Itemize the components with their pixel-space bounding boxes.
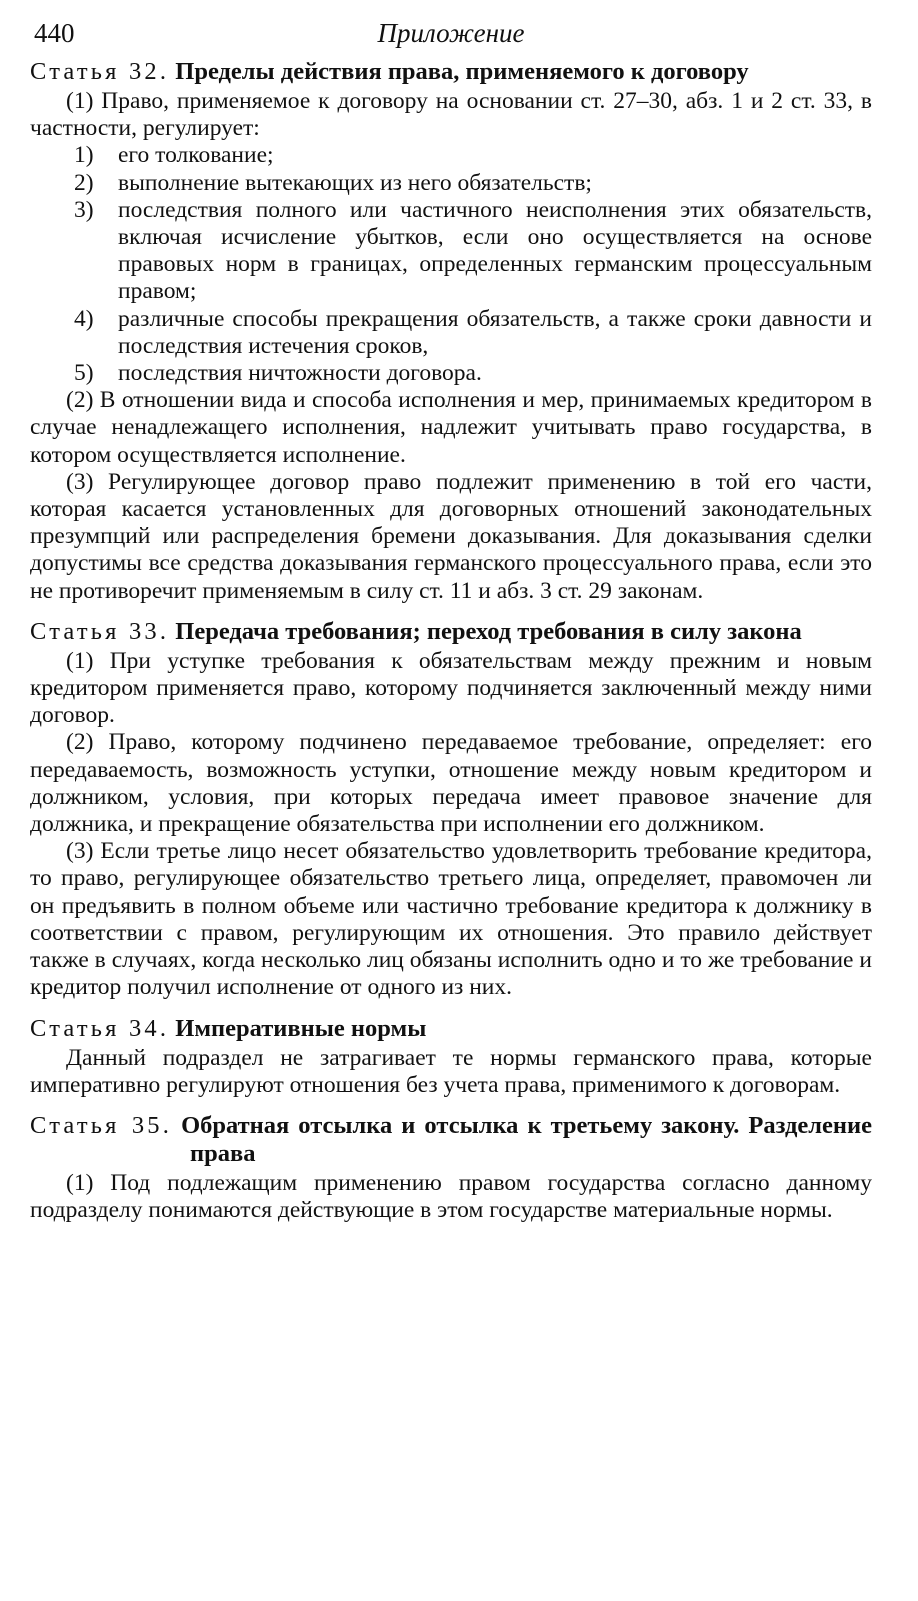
list-marker: 3) xyxy=(74,196,94,223)
paragraph: (2) Право, которому подчинено передаваемое требование, определяет: его передаваемость, возможность уступки, отношение между новым кредитором и должником, условия, при которых передача имеет правовое значение для должника, и прекращение обязательства при исполнении его должником. xyxy=(30,729,872,838)
paragraph: (2) В отношении вида и способа исполнения и мер, принимаемых кредитором в случае ненадлежащего исполнения, надлежит учитывать право государства, в котором осуществляется исполнение. xyxy=(30,387,872,468)
list-marker: 5) xyxy=(74,360,94,387)
list-item-text: выполнение вытекающих из него обязательств; xyxy=(118,169,592,196)
article-heading xyxy=(30,1112,872,1168)
article-heading xyxy=(30,58,872,86)
article-label: Статья 34. xyxy=(30,1014,170,1042)
list-item xyxy=(30,306,872,360)
list-item-text: различные способы прекращения обязательств, а также сроки давности и последствия истечения сроков, xyxy=(118,305,872,359)
article-label: Статья 32. xyxy=(30,58,170,85)
numbered-list xyxy=(30,142,872,387)
article-heading xyxy=(30,1015,872,1043)
list-marker: 1) xyxy=(74,142,94,169)
article-heading xyxy=(30,618,872,646)
list-item xyxy=(30,197,872,306)
article-33 xyxy=(30,618,872,1002)
running-title: Приложение xyxy=(377,18,525,48)
paragraph: (1) Под подлежащим применению правом государства согласно данному подразделу понимаются действующие в этом государстве материальные нормы. xyxy=(30,1169,872,1224)
paragraph: (1) При уступке требования к обязательствам между прежним и новым кредитором применяется право, которому подчиняется заключенный между ними договор. xyxy=(30,647,872,729)
book-page xyxy=(30,18,872,1224)
list-item xyxy=(30,142,872,169)
list-item-text: последствия ничтожности договора. xyxy=(118,360,482,387)
article-34 xyxy=(30,1015,872,1099)
list-marker: 4) xyxy=(74,305,94,332)
list-item-text: его толкование; xyxy=(118,142,274,169)
article-32 xyxy=(30,58,872,605)
page-number: 440 xyxy=(34,18,75,48)
article-label: Статья 33. xyxy=(30,617,170,645)
list-item-text: последствия полного или частичного неисполнения этих обязательств, включая исчисление убытков, если оно осуществляется на основе правовых норм в границах, определенных германским процессуальным правом; xyxy=(118,196,872,305)
article-title: Передача требования; переход требования в силу закона xyxy=(175,617,802,645)
article-title: Императивные нормы xyxy=(175,1014,427,1042)
running-head xyxy=(30,18,872,58)
list-item xyxy=(30,360,872,387)
list-marker: 2) xyxy=(74,169,94,196)
paragraph: (1) Право, применяемое к договору на основании ст. 27–30, абз. 1 и 2 ст. 33, в частности, регулирует: xyxy=(30,88,872,142)
list-item xyxy=(30,170,872,197)
article-label: Статья 35. xyxy=(30,1111,173,1139)
paragraph: Данный подраздел не затрагивает те нормы германского права, которые императивно регулируют отношения без учета права, применимого к договорам. xyxy=(30,1044,872,1098)
article-title: Обратная отсылка и отсылка к третьему закону. Разделение права xyxy=(181,1111,873,1167)
paragraph: (3) Регулирующее договор право подлежит применению в той его части, которая касается установленных для договорных отношений законодательных презумпций или распределения бремени доказывания. Для доказывания сделки допустимы все средства доказывания германского процессуального права, если это не противоречит применяемым в силу ст. 11 и абз. 3 ст. 29 законам. xyxy=(30,468,872,604)
paragraph: (3) Если третье лицо несет обязательство удовлетворить требование кредитора, то право, регулирующее обязательство третьего лица, определяет, правомочен ли он предъявить в полном объеме или частично требование кредитора к должнику в соответствии с правом, регулирующим их отношения. Это правило действует также в случаях, когда несколько лиц обязаны исполнить одно и то же требование и кредитор получил исполнение от одного из них. xyxy=(30,838,872,1001)
article-35 xyxy=(30,1112,872,1224)
article-title: Пределы действия права, применяемого к договору xyxy=(175,58,749,85)
